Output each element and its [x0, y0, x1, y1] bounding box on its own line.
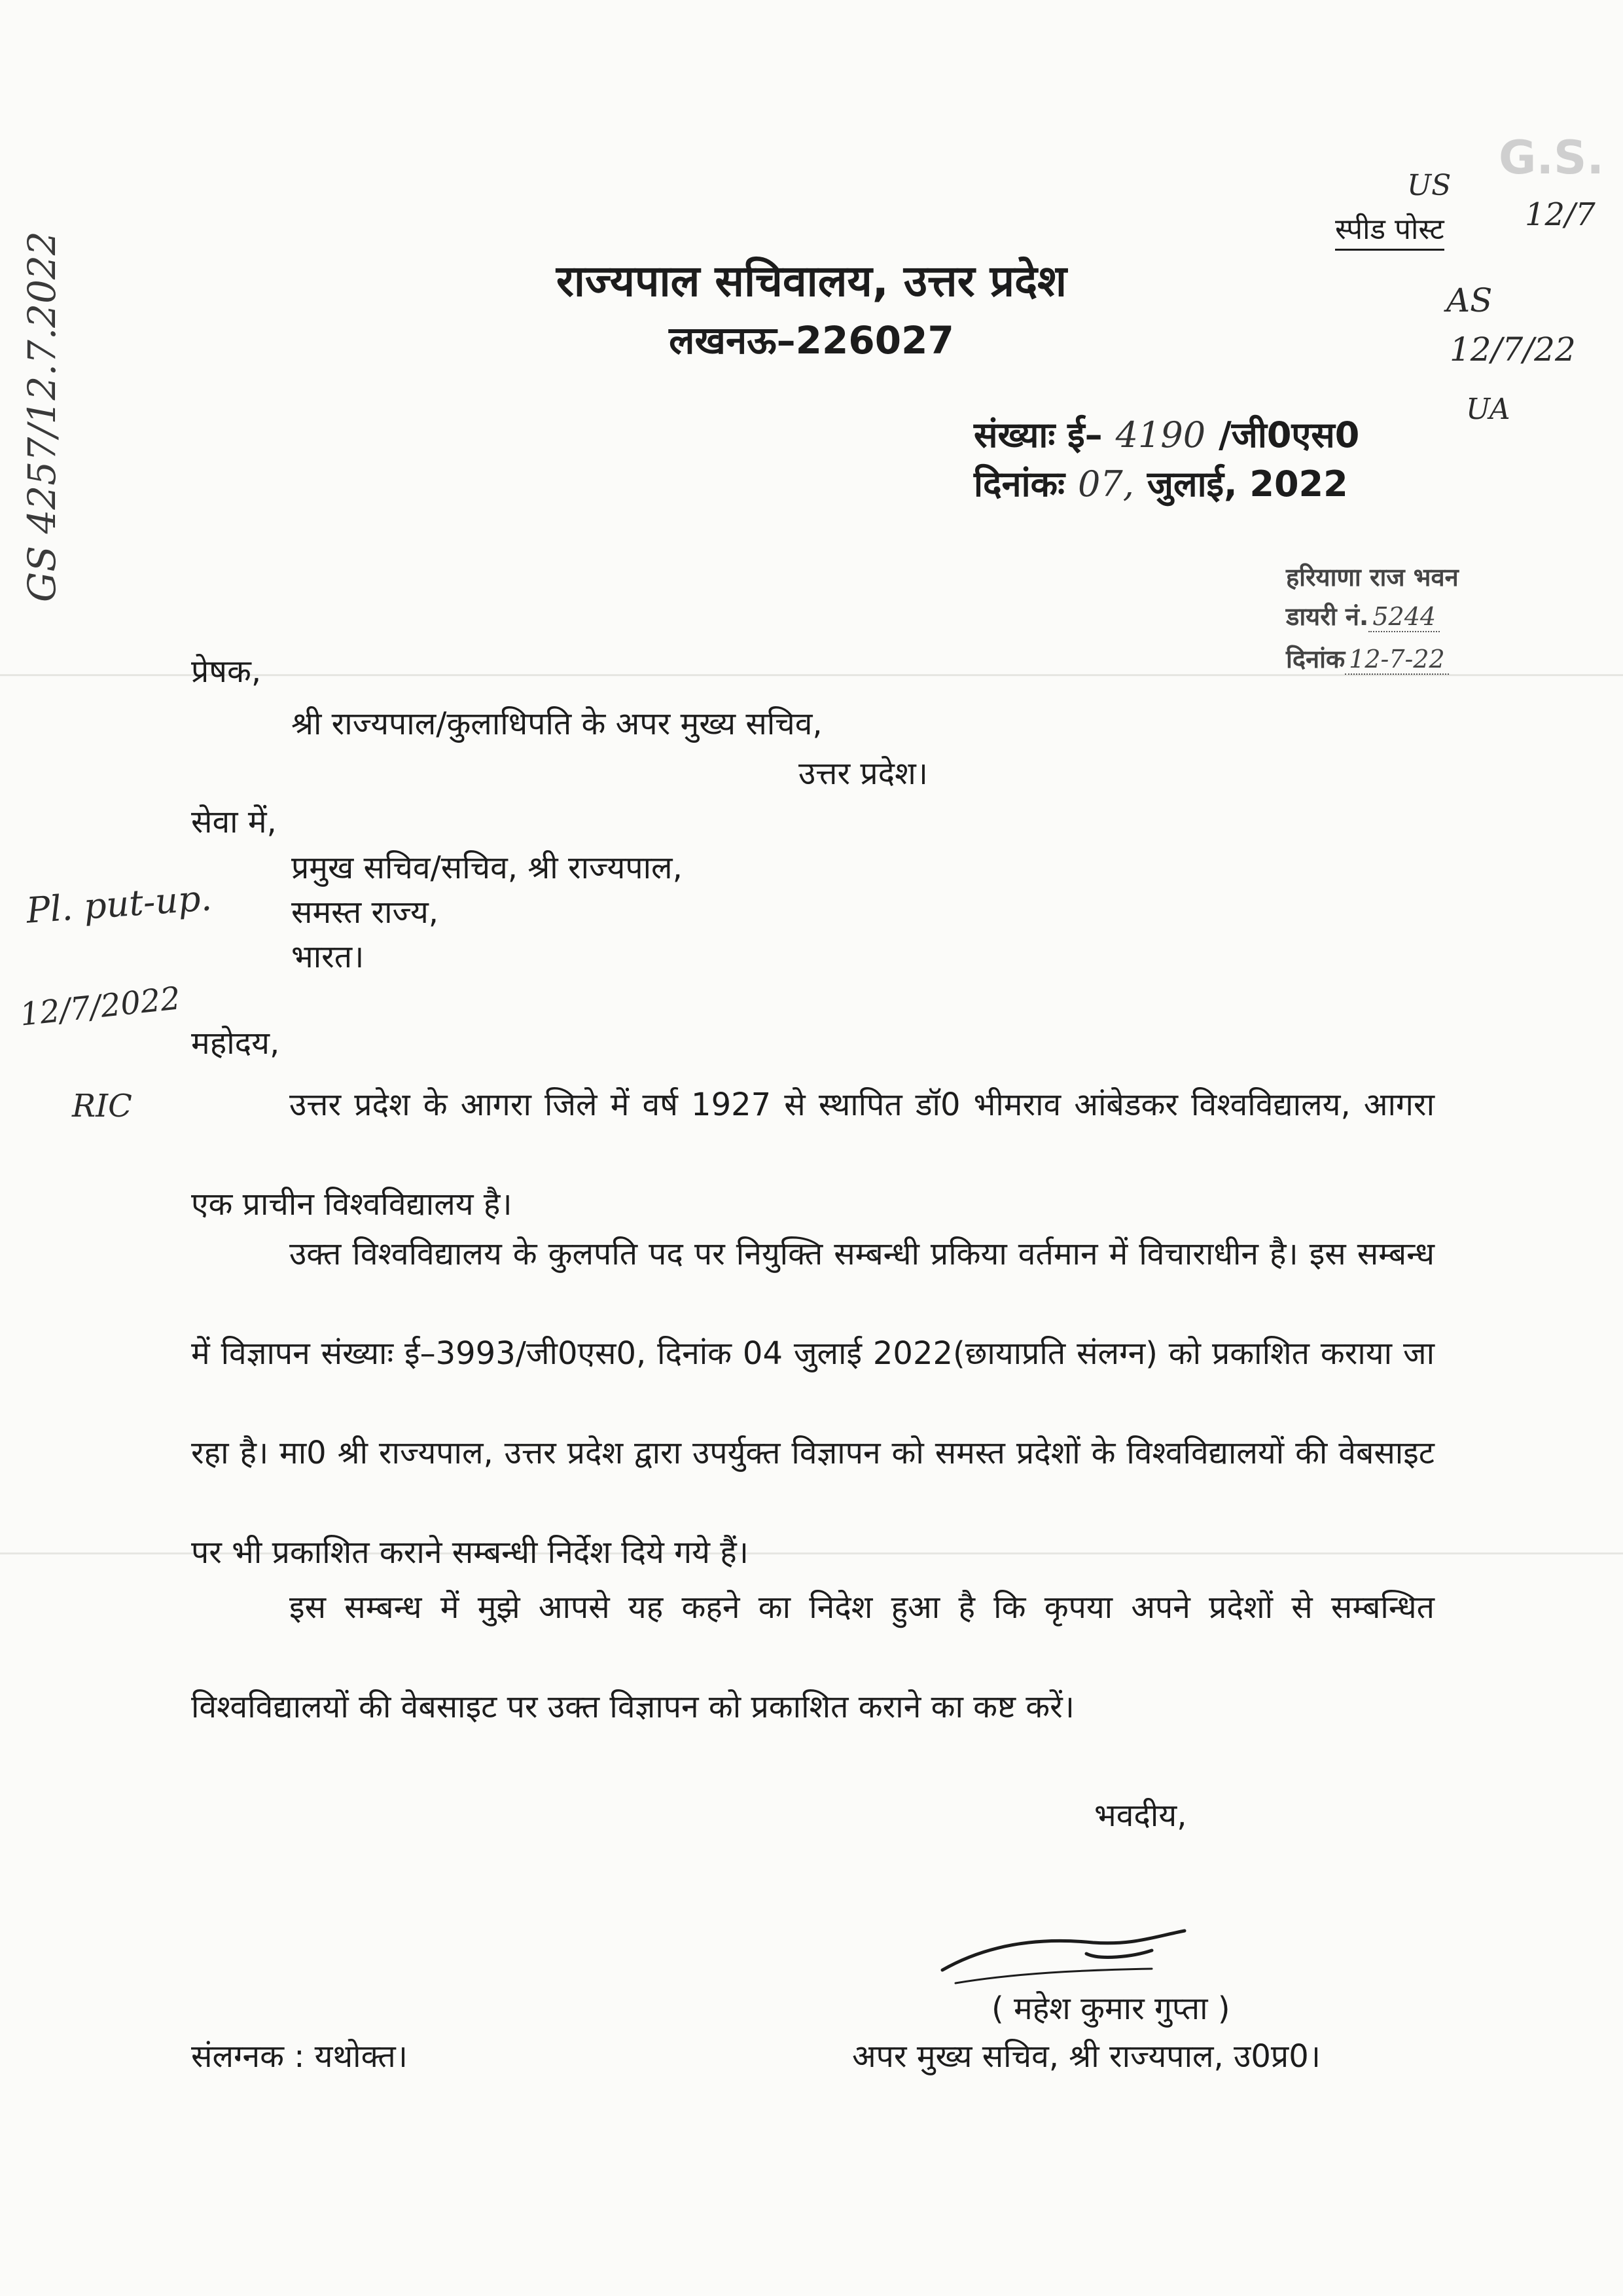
office-title: राज्यपाल सचिवालय, उत्तर प्रदेश	[556, 256, 1067, 306]
reference-date-rest: जुलाई, 2022	[1147, 463, 1348, 505]
body-paragraph-2: उक्त विश्वविद्यालय के कुलपति पद पर नियुक्ति सम्बन्धी प्रकिया वर्तमान में विचाराधीन है। इस सम्बन्ध में विज्ञापन संख्याः ई–3993/जी0एस0, दिनांक 04 जुलाई 2022(छायाप्रति संलग्न) को प्रकाशित कराया जा रहा है। मा0 श्री राज्यपाल, उत्तर प्रदेश द्वारा उपर्युक्त विज्ञापन को समस्त प्रदेशों के विश्वविद्यालयों की वेबसाइट पर भी प्रकाशित कराने सम्बन्धी निर्देश दिये गये हैं।	[191, 1236, 1435, 1571]
reference-date-label: दिनांकः	[974, 463, 1065, 505]
closing: भवदीय,	[1094, 1797, 1187, 1834]
reference-number-suffix: /जी0एस0	[1219, 414, 1360, 456]
receipt-stamp-date-label: दिनांक	[1286, 645, 1346, 673]
sender-label: प्रेषक,	[191, 653, 262, 690]
reference-number-value: 4190	[1115, 414, 1206, 456]
reference-date	[974, 458, 1348, 507]
handwritten-date-1217: 12/7	[1525, 196, 1596, 233]
handwritten-note-date: 12/7/2022	[18, 980, 183, 1033]
reference-number-label: संख्याः ई–	[974, 414, 1103, 456]
salutation: महोदय,	[191, 1025, 280, 1062]
speed-post-label: स्पीड पोस्ट	[1335, 208, 1444, 251]
handwritten-note-putup: Pl. put-up.	[25, 877, 213, 931]
receipt-stamp-date-value: 12-7-22	[1345, 645, 1449, 675]
body-paragraph-1: उत्तर प्रदेश के आगरा जिले में वर्ष 1927 से स्थापित डॉ0 भीमराव आंबेडकर विश्वविद्यालय, आगरा एक प्राचीन विश्वविद्यालय है।	[191, 1086, 1435, 1223]
receipt-stamp-diary-label: डायरी नं.	[1286, 602, 1369, 631]
recipient-line2: समस्त राज्य,	[291, 894, 439, 931]
sender-line2: उत्तर प्रदेश।	[798, 755, 928, 792]
reference-number	[974, 409, 1359, 457]
receipt-stamp-title: हरियाणा राज भवन	[1286, 563, 1459, 592]
receipt-stamp-diary-number: 5244	[1368, 602, 1440, 632]
handwritten-ua: UA	[1466, 393, 1510, 426]
receipt-stamp-date	[1286, 641, 1449, 675]
office-city: लखनऊ–226027	[669, 318, 954, 363]
handwritten-date: 12/7/22	[1450, 331, 1576, 368]
handwritten-note-ric: RIC	[72, 1088, 132, 1124]
recipient-label: सेवा में,	[191, 804, 277, 840]
signatory-name: ( महेश कुमार गुप्ता )	[991, 1990, 1230, 2027]
recipient-line1: प्रमुख सचिव/सचिव, श्री राज्यपाल,	[291, 850, 683, 886]
signatory-designation: अपर मुख्य सचिव, श्री राज्यपाल, उ0प्र0।	[852, 2038, 1321, 2075]
sender-line1: श्री राज्यपाल/कुलाधिपति के अपर मुख्य सचिव,	[291, 706, 823, 742]
signature	[936, 1911, 1211, 1996]
body-paragraph-3: इस सम्बन्ध में मुझे आपसे यह कहने का निदेश हुआ है कि कृपया अपने प्रदेशों से सम्बन्धित विश्वविद्यालयों की वेबसाइट पर उक्त विज्ञापन को प्रकाशित कराने का कष्ट करें।	[191, 1589, 1435, 1725]
recipient-line3: भारत।	[291, 939, 365, 975]
receipt-stamp-diary	[1286, 599, 1440, 633]
margin-registry-number: GS 4257/12.7.2022	[20, 231, 64, 602]
gs-stamp: G.S.	[1499, 131, 1605, 185]
handwritten-initials: AS	[1446, 281, 1493, 319]
handwritten-us: US	[1407, 169, 1452, 202]
enclosure: संलग्नक : यथोक्त।	[191, 2038, 408, 2075]
reference-date-day: 07,	[1078, 463, 1134, 505]
